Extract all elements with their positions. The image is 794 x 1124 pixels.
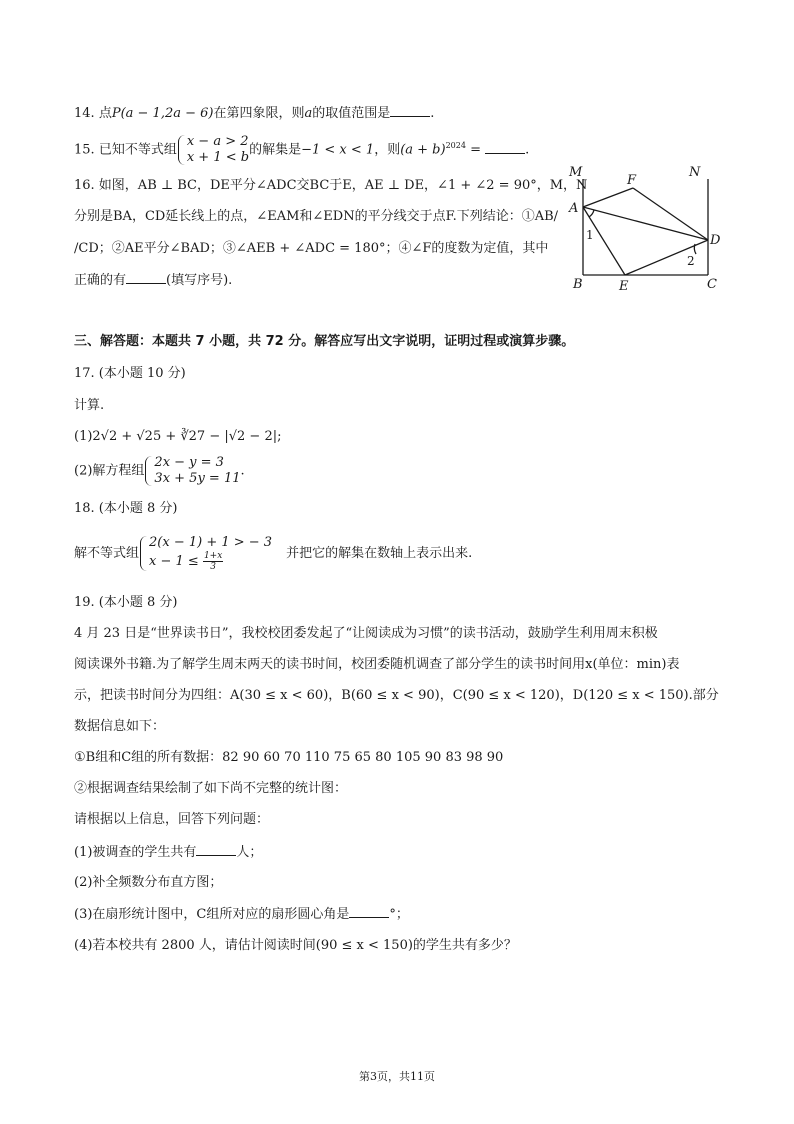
answer-blank[interactable] bbox=[126, 271, 166, 284]
question-19-line-6: ②根据调查结果绘制了如下尚不完整的统计图： bbox=[74, 781, 348, 796]
question-19-line-1: 4 月 23 日是“世界读书日”，我校校团委发起了“让阅读成为习惯”的读书活动，鼓励学生利用周末积极 bbox=[74, 626, 658, 641]
label-angle-1: 1 bbox=[586, 228, 594, 242]
question-19-title: 19. (本小题 8 分) bbox=[74, 595, 178, 610]
label-n: N bbox=[689, 165, 701, 180]
question-16-line-2: 分别是BA，CD延长线上的点，∠EAM和∠EDN的平分线交于点F.下列结论：①AB/ bbox=[74, 209, 559, 224]
equation-system: 2x − y = 3 3x + 5y = 11 bbox=[144, 455, 240, 487]
question-19-data: ①B组和C组的所有数据：82 90 60 70 110 75 65 80 105 90 83 98 90 bbox=[74, 750, 504, 765]
line-ed bbox=[625, 240, 708, 275]
label-a: A bbox=[569, 201, 579, 216]
inequality-system: x − a > 2 x + 1 < b bbox=[177, 134, 249, 166]
question-16-line-4: 正确的有 (填写序号). bbox=[74, 273, 233, 288]
question-19-line-2: 阅读课外书籍.为了解学生周末两天的读书时间，校团委随机调查了部分学生的读书时间用x(单位：min)表 bbox=[74, 657, 680, 672]
label-e: E bbox=[619, 279, 629, 294]
question-19-line-3: 示，把读书时间分为四组：A(30 ≤ x < 60)，B(60 ≤ x < 90)，C(90 ≤ x < 120)，D(120 ≤ x < 150).部分 bbox=[74, 688, 719, 703]
question-15: 15. 已知不等式组 x − a > 2 x + 1 < b 的解集是−1 < x < 1，则$(a + b)^{2024}$ = . bbox=[74, 134, 530, 165]
answer-blank[interactable] bbox=[485, 141, 525, 154]
question-17-intro: 计算. bbox=[74, 398, 105, 413]
answer-blank[interactable] bbox=[390, 104, 430, 117]
question-16-line-1: 16. 如图，AB ⊥ BC，DE平分∠ADC交BC于E，AE ⊥ DE，∠1 + ∠2 = 90°，M，N bbox=[74, 178, 588, 193]
answer-blank[interactable] bbox=[349, 905, 389, 918]
question-19-part-3: (3)在扇形统计图中，C组所对应的扇形圆心角是 °； bbox=[74, 907, 409, 922]
question-19-part-4: (4)若本校共有 2800 人，请估计阅读时间(90 ≤ x < 150)的学生共有多少？ bbox=[74, 938, 517, 953]
question-19-part-1: (1)被调查的学生共有 人； bbox=[74, 845, 263, 860]
line-af bbox=[583, 188, 633, 207]
geometry-figure bbox=[563, 160, 728, 295]
label-d: D bbox=[710, 233, 721, 248]
section-heading: 三、解答题：本题共 7 小题，共 72 分。解答应写出文字说明，证明过程或演算步骤。 bbox=[74, 334, 575, 349]
question-14: 14. 点P(a − 1,2a − 6)在第四象限，则a的取值范围是 . bbox=[74, 106, 435, 121]
page-footer: 第3页，共11页 bbox=[359, 1070, 435, 1083]
label-angle-2: 2 bbox=[687, 254, 695, 268]
question-19-line-7: 请根据以上信息，回答下列问题： bbox=[74, 812, 270, 827]
question-19-part-2: (2)补全频数分布直方图； bbox=[74, 875, 223, 890]
question-19-line-4: 数据信息如下： bbox=[74, 719, 166, 734]
angle-1-arc bbox=[589, 210, 594, 217]
label-m: M bbox=[569, 165, 583, 180]
question-16-line-3: /CD；②AE平分∠BAD；③∠AEB + ∠ADC = 180°；④∠F的度数为定值，其中 bbox=[74, 241, 549, 256]
label-c: C bbox=[707, 277, 717, 292]
question-18-title: 18. (本小题 8 分) bbox=[74, 501, 178, 516]
line-ad bbox=[583, 207, 708, 240]
label-b: B bbox=[573, 277, 583, 292]
inequality-system: 2(x − 1) + 1 > − 3 x − 1 ≤ $\frac{1+x}{3}$ bbox=[139, 535, 272, 572]
label-f: F bbox=[627, 173, 637, 188]
line-fd bbox=[633, 188, 708, 240]
question-17-part-1: (1)2√2 + √25 + ∛27 − |√2 − 2|; bbox=[74, 429, 282, 444]
question-17-part-2: (2)解方程组 2x − y = 3 3x + 5y = 11 . bbox=[74, 455, 245, 486]
fraction: $\frac{1+x}{3}$ bbox=[203, 551, 223, 572]
answer-blank[interactable] bbox=[196, 843, 236, 856]
question-18-body: 解不等式组 2(x − 1) + 1 > − 3 x − 1 ≤ $\frac{1+x}{3}$ 并把它的解集在数轴上表示出来. bbox=[74, 535, 473, 572]
question-17-title: 17. (本小题 10 分) bbox=[74, 366, 186, 381]
